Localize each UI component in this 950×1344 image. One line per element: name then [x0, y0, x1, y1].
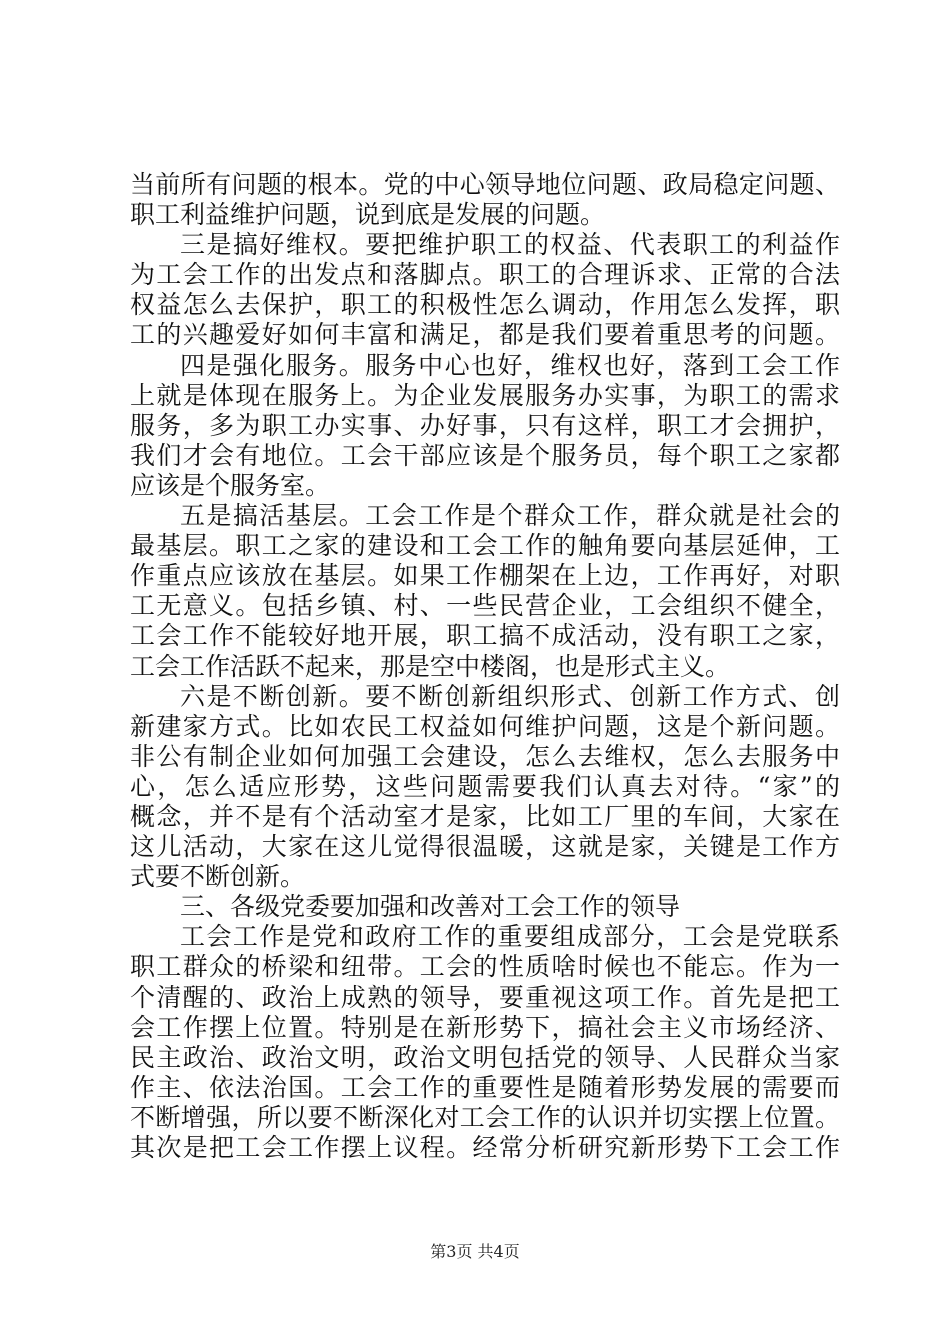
text-line: 式要不断创新。: [130, 862, 306, 892]
text-line: 会工作摆上位置。特别是在新形势下，搞社会主义市场经济、: [130, 1012, 840, 1042]
text-line: 应该是个服务室。: [130, 470, 331, 500]
text-line: 职工利益维护问题，说到底是发展的问题。: [130, 200, 606, 230]
text-line: 工无意义。包括乡镇、村、一些民营企业，工会组织不健全，: [130, 591, 840, 621]
text-line: 六是不断创新。要不断创新组织形式、创新工作方式、创: [180, 681, 840, 711]
text-line: 工会工作是党和政府工作的重要组成部分，工会是党联系: [180, 922, 840, 952]
text-line: 当前所有问题的根本。党的中心领导地位问题、政局稳定问题、: [130, 170, 840, 199]
text-line: 其次是把工会工作摆上议程。经常分析研究新形势下工会工作: [130, 1133, 840, 1162]
text-line: 四是强化服务。服务中心也好，维权也好，落到工会工作: [180, 350, 840, 380]
text-line: 个清醒的、政治上成熟的领导，要重视这项工作。首先是把工: [130, 982, 840, 1012]
text-line: 三是搞好维权。要把维护职工的权益、代表职工的利益作: [180, 230, 840, 260]
text-line: 权益怎么去保护，职工的积极性怎么调动，作用怎么发挥，职: [130, 290, 840, 320]
text-line: 工会工作不能较好地开展，职工搞不成活动，没有职工之家，: [130, 621, 840, 651]
text-line: 这儿活动，大家在这儿觉得很温暖，这就是家，关键是工作方: [130, 832, 840, 862]
text-line: 概念，并不是有个活动室才是家，比如工厂里的车间，大家在: [130, 801, 840, 831]
text-line: 作主、依法治国。工会工作的重要性是随着形势发展的需要而: [130, 1072, 840, 1102]
text-line: 三、各级党委要加强和改善对工会工作的领导: [180, 892, 681, 922]
text-line: 服务，多为职工办实事、办好事，只有这样，职工才会拥护，: [130, 410, 840, 440]
text-line: 新建家方式。比如农民工权益如何维护问题，这是个新问题。: [130, 711, 840, 741]
text-line: 上就是体现在服务上。为企业发展服务办实事，为职工的需求: [130, 380, 840, 410]
text-line: 工的兴趣爱好如何丰富和满足，都是我们要着重思考的问题。: [130, 320, 840, 350]
text-line: 不断增强，所以要不断深化对工会工作的认识并切实摆上位置。: [130, 1102, 840, 1132]
text-line: 非公有制企业如何加强工会建设，怎么去维权，怎么去服务中: [130, 741, 840, 771]
text-line: 最基层。职工之家的建设和工会工作的触角要向基层延伸，工: [130, 531, 840, 561]
text-line: 职工群众的桥梁和纽带。工会的性质啥时候也不能忘。作为一: [130, 952, 840, 982]
text-line: 民主政治、政治文明，政治文明包括党的领导、人民群众当家: [130, 1042, 840, 1072]
text-line: 我们才会有地位。工会干部应该是个服务员，每个职工之家都: [130, 440, 840, 470]
text-line: 五是搞活基层。工会工作是个群众工作，群众就是社会的: [180, 501, 840, 531]
document-body: [130, 170, 840, 1163]
text-line: 心，怎么适应形势，这些问题需要我们认真去对待。“家”的: [130, 771, 840, 801]
text-line: 为工会工作的出发点和落脚点。职工的合理诉求、正常的合法: [130, 260, 840, 290]
text-line: 工会工作活跃不起来，那是空中楼阁，也是形式主义。: [130, 651, 731, 681]
page-footer: 第3页 共4页: [430, 1242, 520, 1261]
text-line: 作重点应该放在基层。如果工作棚架在上边，工作再好，对职: [130, 561, 840, 591]
